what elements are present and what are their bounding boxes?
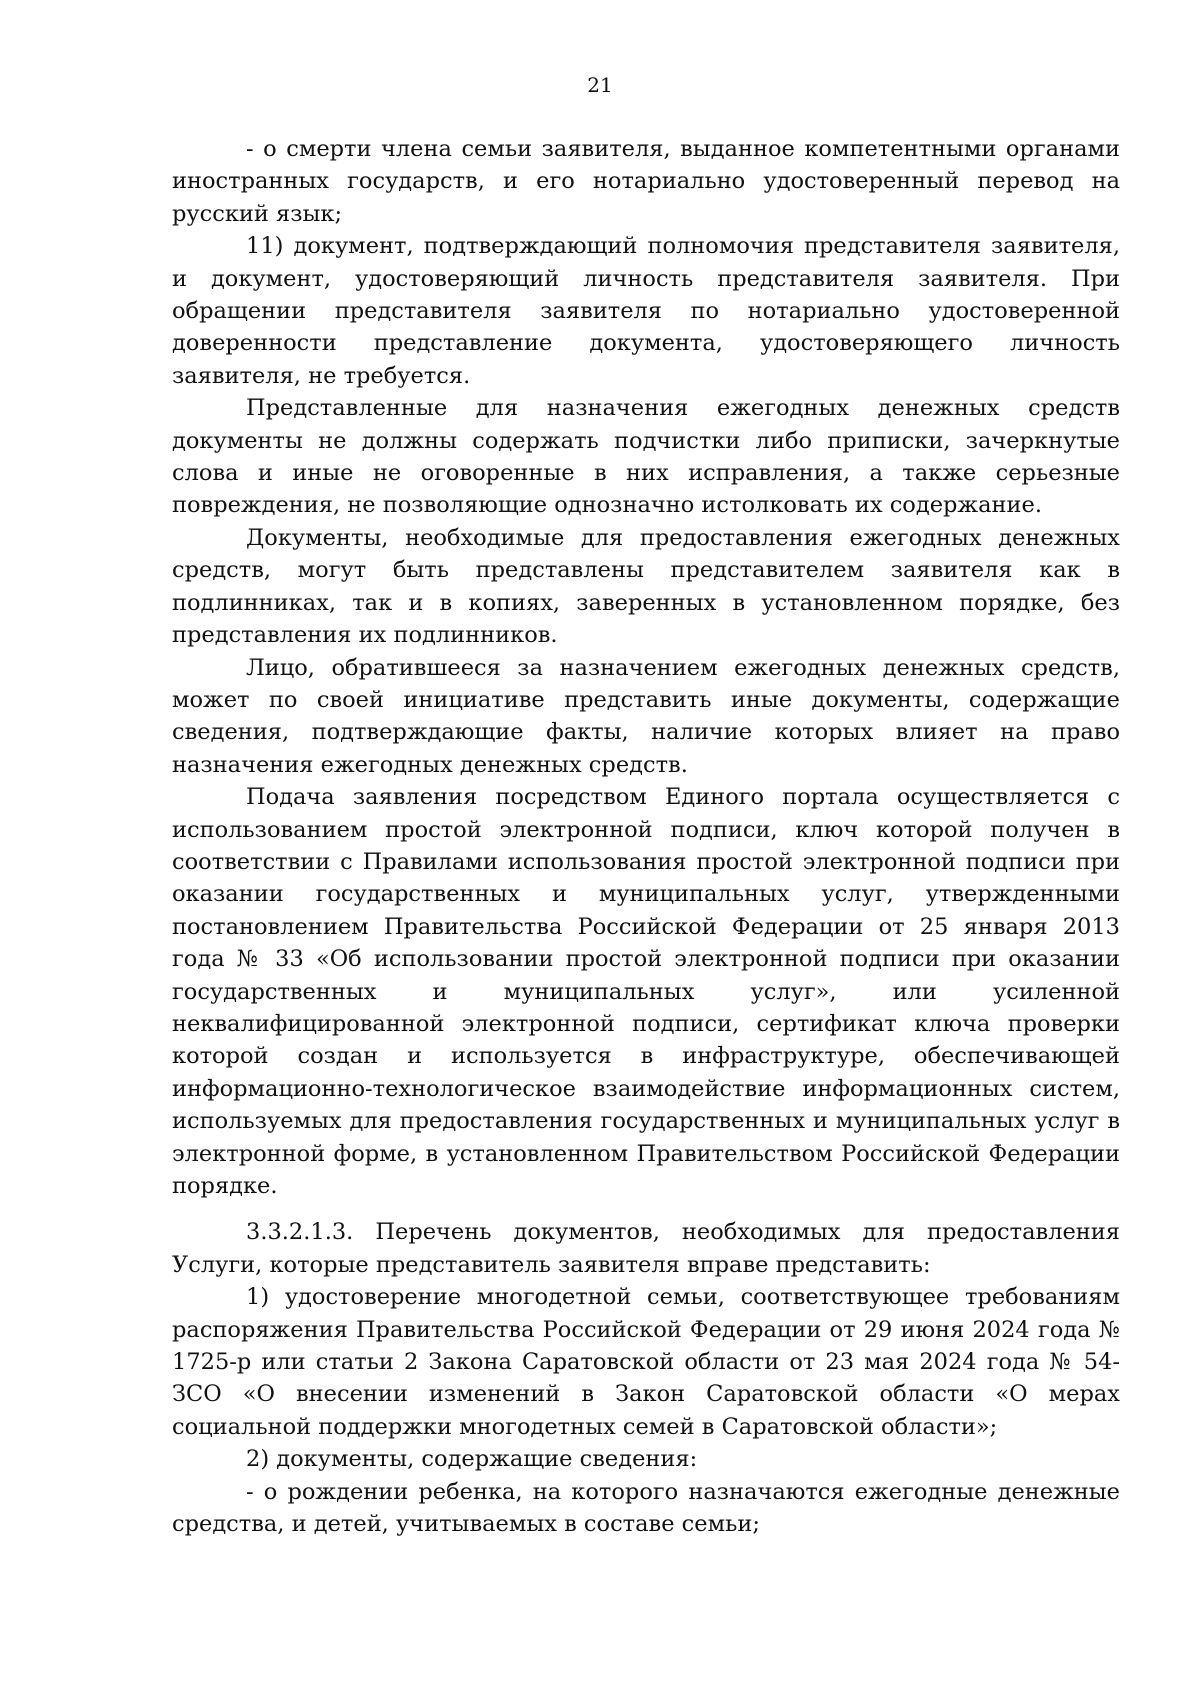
document-body xyxy=(172,133,1120,1540)
paragraph-section-3-3-2-1-3: 3.3.2.1.3. Перечень документов, необходимых для предоставления Услуги, которые представитель заявителя вправе представить: xyxy=(172,1219,1120,1278)
page-number: 21 xyxy=(587,73,613,97)
paragraph-birth-of-child: - о рождении ребенка, на которого назначаются ежегодные денежные средства, и детей, учитываемых в составе семьи; xyxy=(172,1478,1120,1538)
paragraph-item-2-documents: 2) документы, содержащие сведения: xyxy=(246,1446,698,1473)
paragraph-electronic-signature: Подача заявления посредством Единого портала осуществляется с использованием простой электронной подписи, ключ которой получен в соответствии с Правилами использования простой электронной подписи при оказании государственных и муниципальных услуг, утвержденными постановлением Правительства Российской Федерации от 25 января 2013 года № 33 «Об использовании простой электронной подписи при оказании государственных и муниципальных услуг», или усиленной неквалифицированной электронной подписи, сертификат ключа проверки которой создан и используется в инфраструктуре, обеспечивающей информационно-технологическое взаимодействие информационных систем, используемых для предоставления государственных и муниципальных услуг в электронной форме, в установленном Правительством Российской Федерации порядке. xyxy=(172,784,1120,1199)
paragraph-document-requirements: Представленные для назначения ежегодных денежных средств документы не должны содержать подчистки либо приписки, зачеркнутые слова и иные не оговоренные в них исправления, а также серьезные повреждения, не позволяющие однозначно истолковать их содержание. xyxy=(172,395,1120,519)
paragraph-other-documents: Лицо, обратившееся за назначением ежегодных денежных средств, может по своей инициативе представить иные документы, содержащие сведения, подтверждающие факты, наличие которых влияет на право назначения ежегодных денежных средств. xyxy=(172,654,1120,778)
paragraph-item-1-large-family-certificate: 1) удостоверение многодетной семьи, соответствующее требованиям распоряжения Правительства Российской Федерации от 29 июня 2024 года № 1725-р или статьи 2 Закона Саратовской области от 23 мая 2024 года № 54-ЗСО «О внесении изменений в Закон Саратовской области «О мерах социальной поддержки многодетных семей в Саратовской области»; xyxy=(172,1284,1120,1440)
paragraph-death-certificate: - о смерти члена семьи заявителя, выданное компетентными органами иностранных государств, и его нотариально удостоверенный перевод на русский язык; xyxy=(172,136,1120,227)
paragraph-originals-and-copies: Документы, необходимые для предоставления ежегодных денежных средств, могут быть представлены представителем заявителя как в подлинниках, так и в копиях, заверенных в установленном порядке, без представления их подлинников. xyxy=(172,524,1120,649)
paragraph-item-11-representative-documents: 11) документ, подтверждающий полномочия представителя заявителя, и документ, удостоверяющий личность представителя заявителя. При обращении представителя заявителя по нотариально удостоверенной доверенности представление документа, удостоверяющего личность заявителя, не требуется. xyxy=(172,233,1120,389)
